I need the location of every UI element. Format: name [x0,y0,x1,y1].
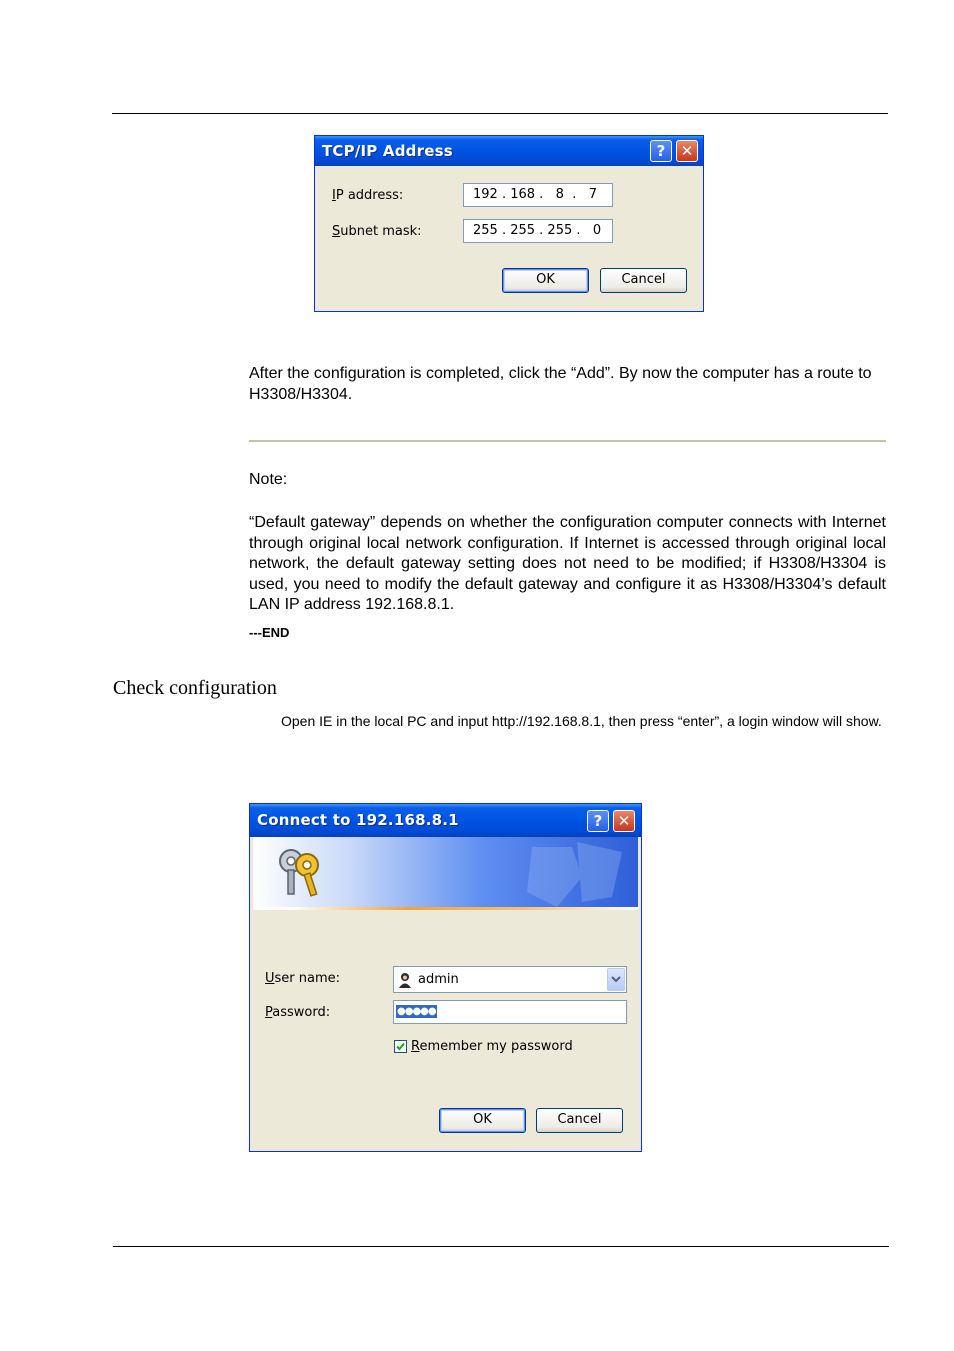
tcpip-dialog-title: TCP/IP Address [315,136,703,166]
tcpip-dialog-body [318,166,700,308]
checkmark-icon [395,1041,406,1052]
password-label-key: P [265,1005,273,1020]
section-heading: Check configuration [113,677,277,699]
user-name-label-text: ser name: [274,971,341,986]
note-label: Note: [249,471,288,488]
close-icon[interactable]: ✕ [676,140,698,162]
ok-button[interactable]: OK [502,268,589,293]
subnet-mask-label [332,224,422,239]
subnet-mask-label-text: ubnet mask: [340,224,422,239]
user-name-value: admin [418,972,459,987]
user-name-label [265,971,340,986]
check-body [249,711,886,732]
remember-password-label-text: emember my password [419,1039,573,1054]
help-icon[interactable]: ? [650,140,672,162]
check-body-text: Open IE in the local PC and input http://192.168.8.1, then press “enter”, a login window will show. [281,713,882,729]
tcpip-dialog [314,135,704,312]
user-name-combobox[interactable] [393,966,627,993]
note-body: “Default gateway” depends on whether the configuration computer connects with Internet through original local network configuration. If Internet is accessed through original local network, the default gateway setting does not need to be modified; if H3308/H3304 is used, you need to modify the default gateway and configure it as H3308/H3304’s default LAN IP address 192.168.8.1. [249,514,886,613]
route-paragraph: After the configuration is completed, click the “Add”. By now the computer has a route to H3308/H3304. [249,365,872,403]
ip-address-label-text: P address: [335,188,404,203]
close-icon[interactable]: ✕ [613,810,635,832]
keys-icon [273,843,329,899]
note-separator [249,440,886,442]
footer-rule [113,1246,889,1247]
cancel-button[interactable]: Cancel [600,268,687,293]
watermark-keys-icon [512,837,632,907]
login-dialog-body [253,837,638,1148]
password-label [265,1005,330,1020]
ip-address-field[interactable]: 192 . 168 . 8 . 7 [463,183,613,207]
chevron-down-icon[interactable] [607,968,625,991]
login-banner [253,837,638,907]
banner-divider [253,907,638,910]
help-icon[interactable]: ? [587,810,609,832]
password-label-text: assword: [272,1005,331,1020]
remember-password-label-key: R [411,1039,420,1054]
login-cancel-button[interactable]: Cancel [536,1108,623,1133]
ip-address-label-key: I [332,188,336,203]
password-value: ●●●●● [397,1006,436,1017]
subnet-mask-label-key: S [332,224,341,239]
login-dialog [249,803,642,1152]
end-mark: ---END [249,625,290,640]
login-ok-button[interactable]: OK [439,1108,526,1133]
password-field[interactable] [393,1000,627,1024]
login-dialog-title: Connect to 192.168.8.1 [250,804,641,837]
ip-address-label [332,188,403,203]
remember-password-checkbox[interactable] [394,1040,407,1053]
user-icon [398,972,412,988]
user-name-label-key: U [265,971,275,986]
subnet-mask-field[interactable]: 255 . 255 . 255 . 0 [463,219,613,243]
header-rule [112,113,888,114]
remember-password-label[interactable] [411,1039,573,1054]
